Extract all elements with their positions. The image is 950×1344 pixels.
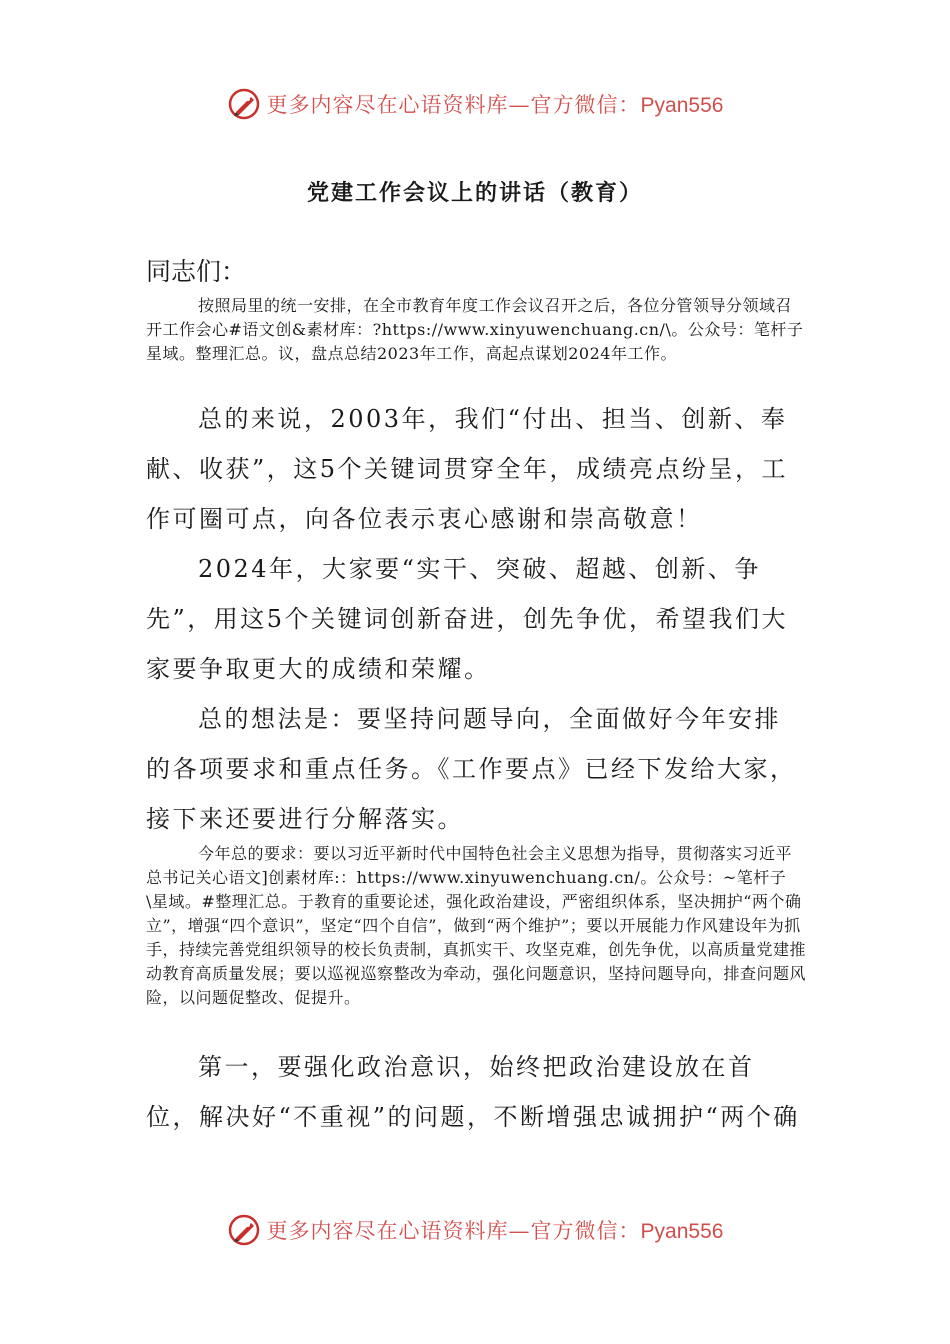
pen-logo-icon <box>227 87 261 121</box>
header-banner <box>0 84 950 124</box>
paragraph-2024-goals: 2024年，大家要“实干、突破、超越、创新、争先”，用这5个关键词创新奋进，创先争优，希望我们大家要争取更大的成绩和荣耀。 <box>146 555 789 683</box>
salutation: 同志们： <box>146 257 247 286</box>
paragraph-first-point: 第一，要强化政治意识，始终把政治建设放在首位，解决好“不重视”的问题，不断增强忠诚拥护“两个确 <box>146 1053 800 1131</box>
pen-logo-icon <box>227 1213 261 1247</box>
footer-banner <box>0 1210 950 1250</box>
page-title: 党建工作会议上的讲话（教育） <box>306 181 643 206</box>
banner-wechat-id: Pyan556 <box>640 94 724 117</box>
paragraph-intro: 按照局里的统一安排，在全市教育年度工作会议召开之后，各位分管领导分领域召开工作会心#语文创&素材库：?https://www.xinyuwenchuang.cn/\。公众号：笔杆子星域。整理汇总。议，盘点总结2023年工作，高起点谋划2024年工作。 <box>146 296 804 363</box>
paragraph-requirements: 今年总的要求：要以习近平新时代中国特色社会主义思想为指导，贯彻落实习近平总书记关心语文]创素材库:：https://www.xinyuwenchuang.cn/。公众号：~笔杆子\星域。#整理汇总。于教育的重要论述，强化政治建设，严密组织体系，坚决拥护“两个确立”，增强“四个意识”，坚定“四个自信”，做到“两个维护”；要以开展能力作风建设年为抓手，持续完善党组织领导的校长负责制，真抓实干、攻坚克难，创先争优，以高质量党建推动教育高质量发展；要以巡视巡察整改为牵动，强化问题意识，坚持问题导向，排查问题风险，以问题促整改、促提升。 <box>146 844 807 1007</box>
paragraph-summary-2003: 总的来说，2003年，我们“付出、担当、创新、奉献、收获”，这5个关键词贯穿全年，成绩亮点纷呈，工作可圈可点，向各位表示衷心感谢和崇高敬意！ <box>146 405 789 533</box>
paragraph-overall-idea: 总的想法是：要坚持问题导向，全面做好今年安排的各项要求和重点任务。《工作要点》已经下发给大家，接下来还要进行分解落实。 <box>146 705 797 833</box>
banner-text: 更多内容尽在心语资料库—官方微信：Pyan556 <box>266 93 724 117</box>
banner-wechat-id: Pyan556 <box>640 1220 724 1243</box>
banner-text: 更多内容尽在心语资料库—官方微信：Pyan556 <box>266 1219 724 1243</box>
